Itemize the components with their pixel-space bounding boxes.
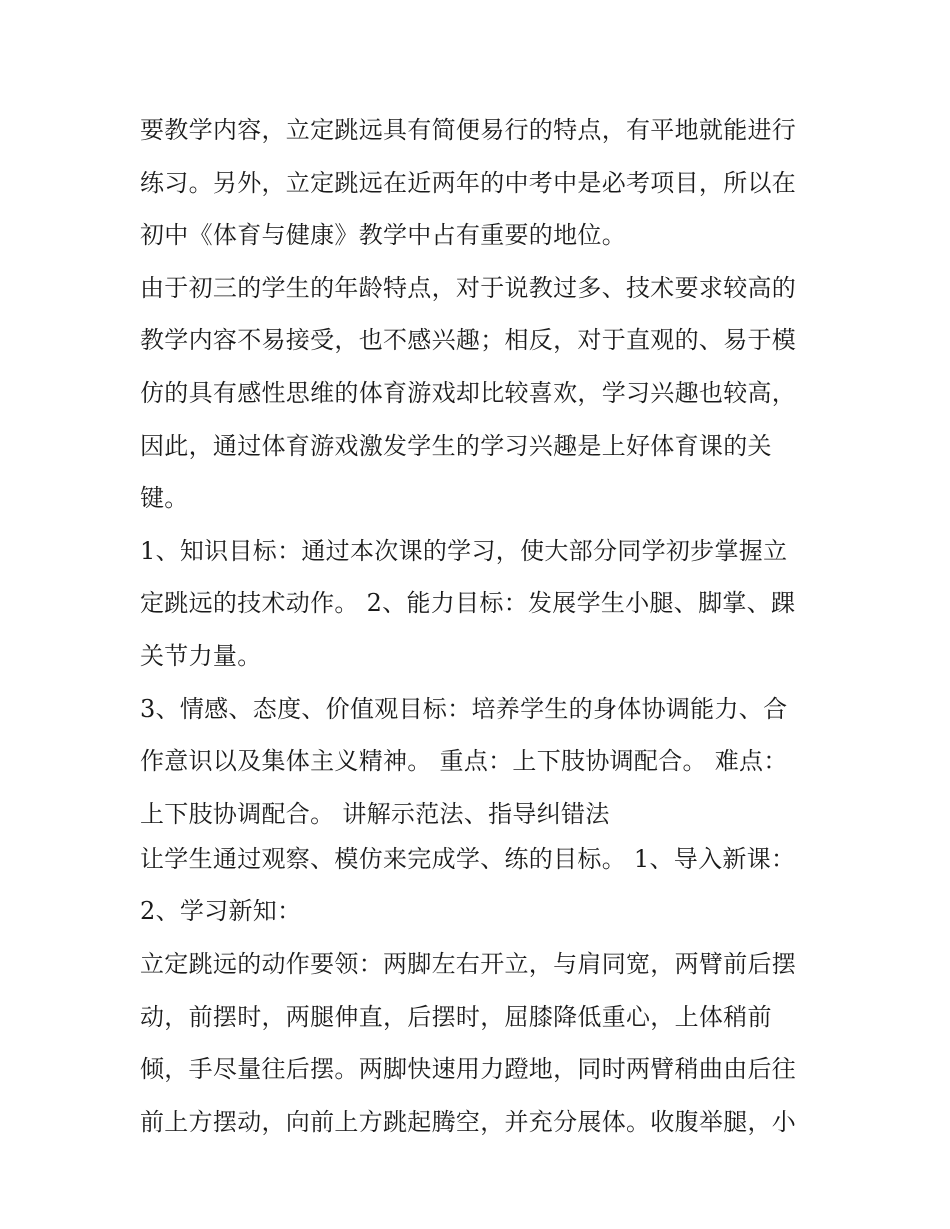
text-line: 关节力量。 <box>140 641 262 670</box>
text-line: 教学内容不易接受，也不感兴趣；相反，对于直观的、易于模 <box>140 326 797 355</box>
text-line: 仿的具有感性思维的体育游戏却比较喜欢，学习兴趣也较高， <box>140 378 797 407</box>
text-line: 1、知识目标：通过本次课的学习，使大部分同学初步掌握立 <box>140 536 788 565</box>
text-line: 立定跳远的动作要领：两脚左右开立，与肩同宽，两臂前后摆 <box>140 949 797 978</box>
text-line: 动，前摆时，两腿伸直，后摆时，屈膝降低重心，上体稍前 <box>140 1002 772 1031</box>
text-line: 作意识以及集体主义精神。 重点：上下肢协调配合。 难点： <box>140 747 788 776</box>
text-line: 因此，通过体育游戏激发学生的学习兴趣是上好体育课的关 <box>140 431 772 460</box>
body-text <box>140 108 820 1152</box>
text-line: 倾，手尽量往后摆。两脚快速用力蹬地，同时两臂稍曲由后往 <box>140 1055 797 1084</box>
text-line: 练习。另外，立定跳远在近两年的中考中是必考项目，所以在 <box>140 168 797 197</box>
text-line: 3、情感、态度、价值观目标：培养学生的身体协调能力、合 <box>140 694 788 723</box>
text-line: 定跳远的技术动作。 2、能力目标：发展学生小腿、脚掌、踝 <box>140 589 796 618</box>
text-line: 由于初三的学生的年龄特点，对于说教过多、技术要求较高的 <box>140 273 797 302</box>
text-line: 上下肢协调配合。 讲解示范法、指导纠错法 <box>140 799 610 828</box>
text-line: 2、学习新知： <box>140 897 302 926</box>
text-line: 初中《体育与健康》教学中占有重要的地位。 <box>140 221 626 250</box>
text-line: 键。 <box>140 484 189 513</box>
text-line: 要教学内容，立定跳远具有简便易行的特点，有平地就能进行 <box>140 116 797 144</box>
text-line: 前上方摆动，向前上方跳起腾空，并充分展体。收腹举腿，小 <box>140 1107 797 1136</box>
text-line: 让学生通过观察、模仿来完成学、练的目标。 1、导入新课： <box>140 844 796 873</box>
